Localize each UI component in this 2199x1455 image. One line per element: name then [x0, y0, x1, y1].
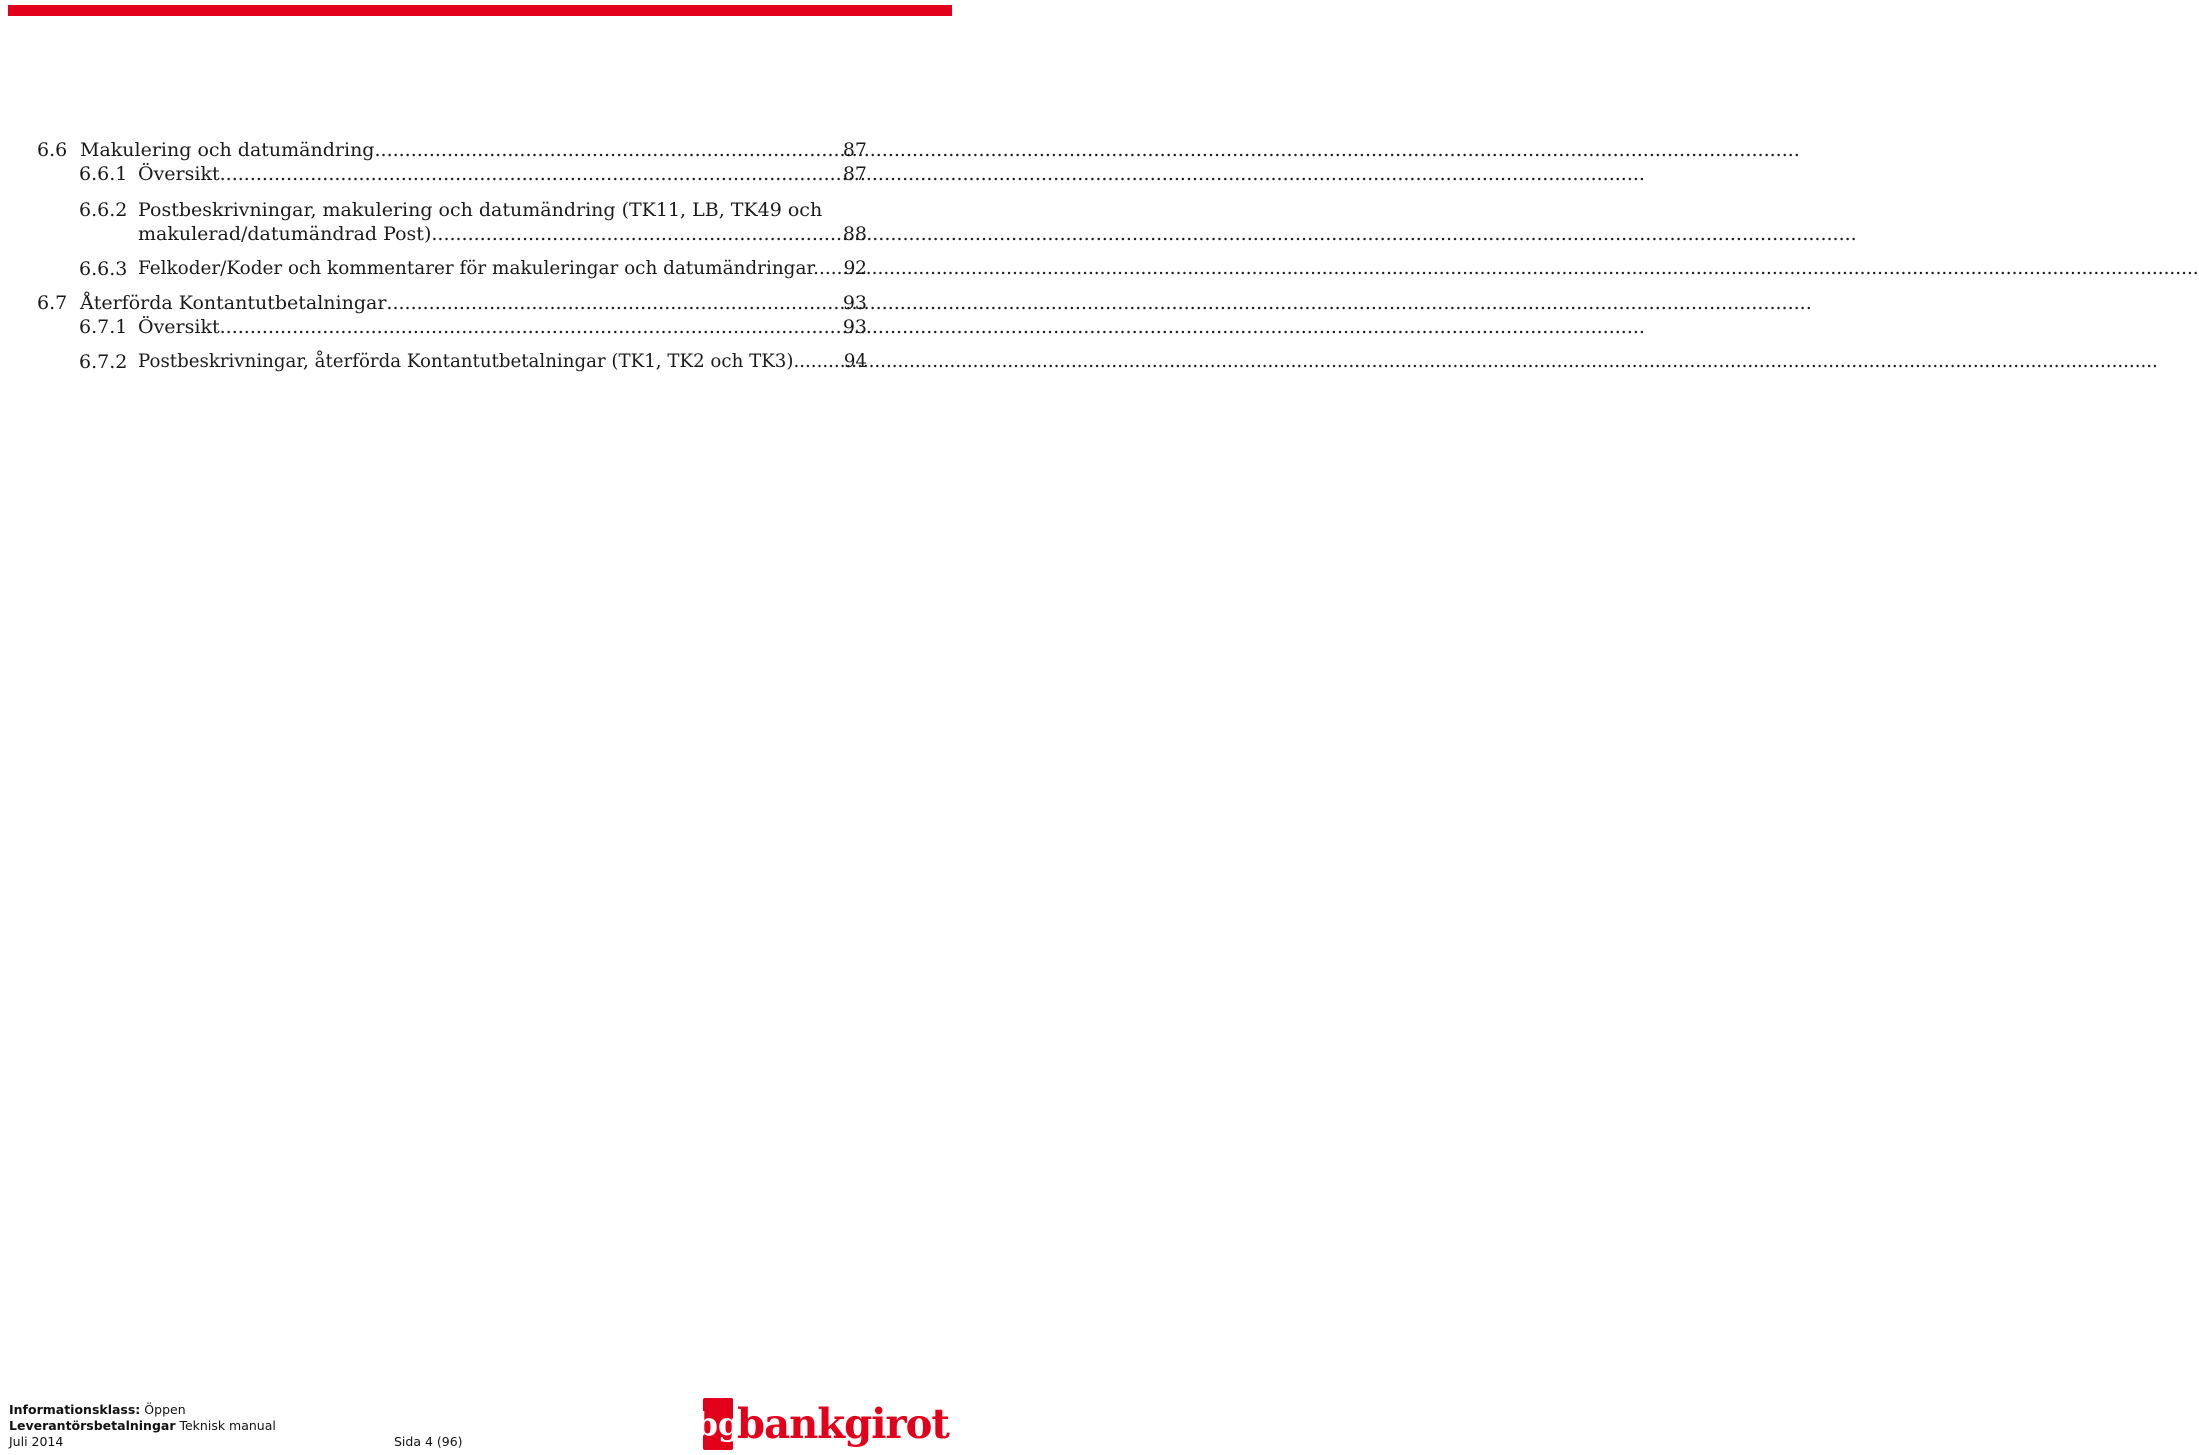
footer-doc-bold: Leverantörsbetalningar: [9, 1418, 176, 1433]
toc-title: Makulering och datumändring: [80, 139, 375, 161]
toc-page: 93: [842, 316, 867, 338]
bankgirot-wordmark: bankgirot: [737, 1400, 951, 1448]
toc-title-line1: Postbeskrivningar, makulering och datumändring (TK11, LB, TK49 och: [138, 199, 823, 221]
toc-page: 92: [843, 258, 867, 279]
toc-title-line2: makulerad/datumändrad Post): [138, 223, 432, 245]
toc-title: Återförda Kontantutbetalningar: [80, 292, 387, 314]
toc-title: Översikt: [138, 163, 220, 185]
toc-leader: [374, 138, 842, 162]
toc-number: 6.6.1: [79, 163, 128, 185]
toc-leader: [220, 315, 843, 339]
toc-page: 87: [842, 163, 867, 185]
header-red-bar: [8, 5, 952, 16]
toc-title: Postbeskrivningar, återförda Kontantutbetalningar (TK1, TK2 och TK3): [138, 351, 794, 372]
svg-text:bg: bg: [695, 1405, 741, 1443]
toc-page: 88: [842, 223, 867, 245]
footer-date: Juli 2014: [9, 1434, 64, 1449]
footer-document: [9, 1418, 276, 1434]
toc-title: Felkoder/Koder och kommentarer för makuleringar och datumändringar.: [138, 258, 820, 279]
toc-leader: [431, 222, 842, 246]
toc-number: 6.7: [37, 292, 68, 314]
footer-class-label: Informationsklass:: [9, 1402, 141, 1417]
toc-page: 87: [842, 139, 867, 161]
page-footer: [9, 1402, 463, 1450]
toc-title: Översikt: [138, 316, 220, 338]
toc-page: 93: [842, 292, 867, 314]
toc-number: 6.7.2: [79, 351, 128, 373]
footer-class-value: Öppen: [144, 1402, 186, 1417]
bankgirot-logo: [695, 1396, 951, 1452]
toc-number: 6.6: [37, 139, 68, 161]
toc-leader: [220, 162, 843, 186]
toc-page: 94: [843, 351, 867, 372]
toc-leader: [386, 291, 842, 315]
toc-leader: [819, 257, 844, 281]
footer-page-number: Sida 4 (96): [394, 1434, 463, 1449]
toc-entry-6-6-2[interactable]: [37, 198, 867, 248]
footer-doc-rest: Teknisk manual: [179, 1418, 276, 1433]
bankgirot-mark-icon: [696, 1398, 741, 1450]
footer-classification: [9, 1402, 276, 1418]
toc-leader: [793, 350, 843, 374]
toc-number: 6.7.1: [79, 316, 128, 338]
toc-number: 6.6.2: [79, 199, 128, 221]
toc-number: 6.6.3: [79, 258, 128, 280]
